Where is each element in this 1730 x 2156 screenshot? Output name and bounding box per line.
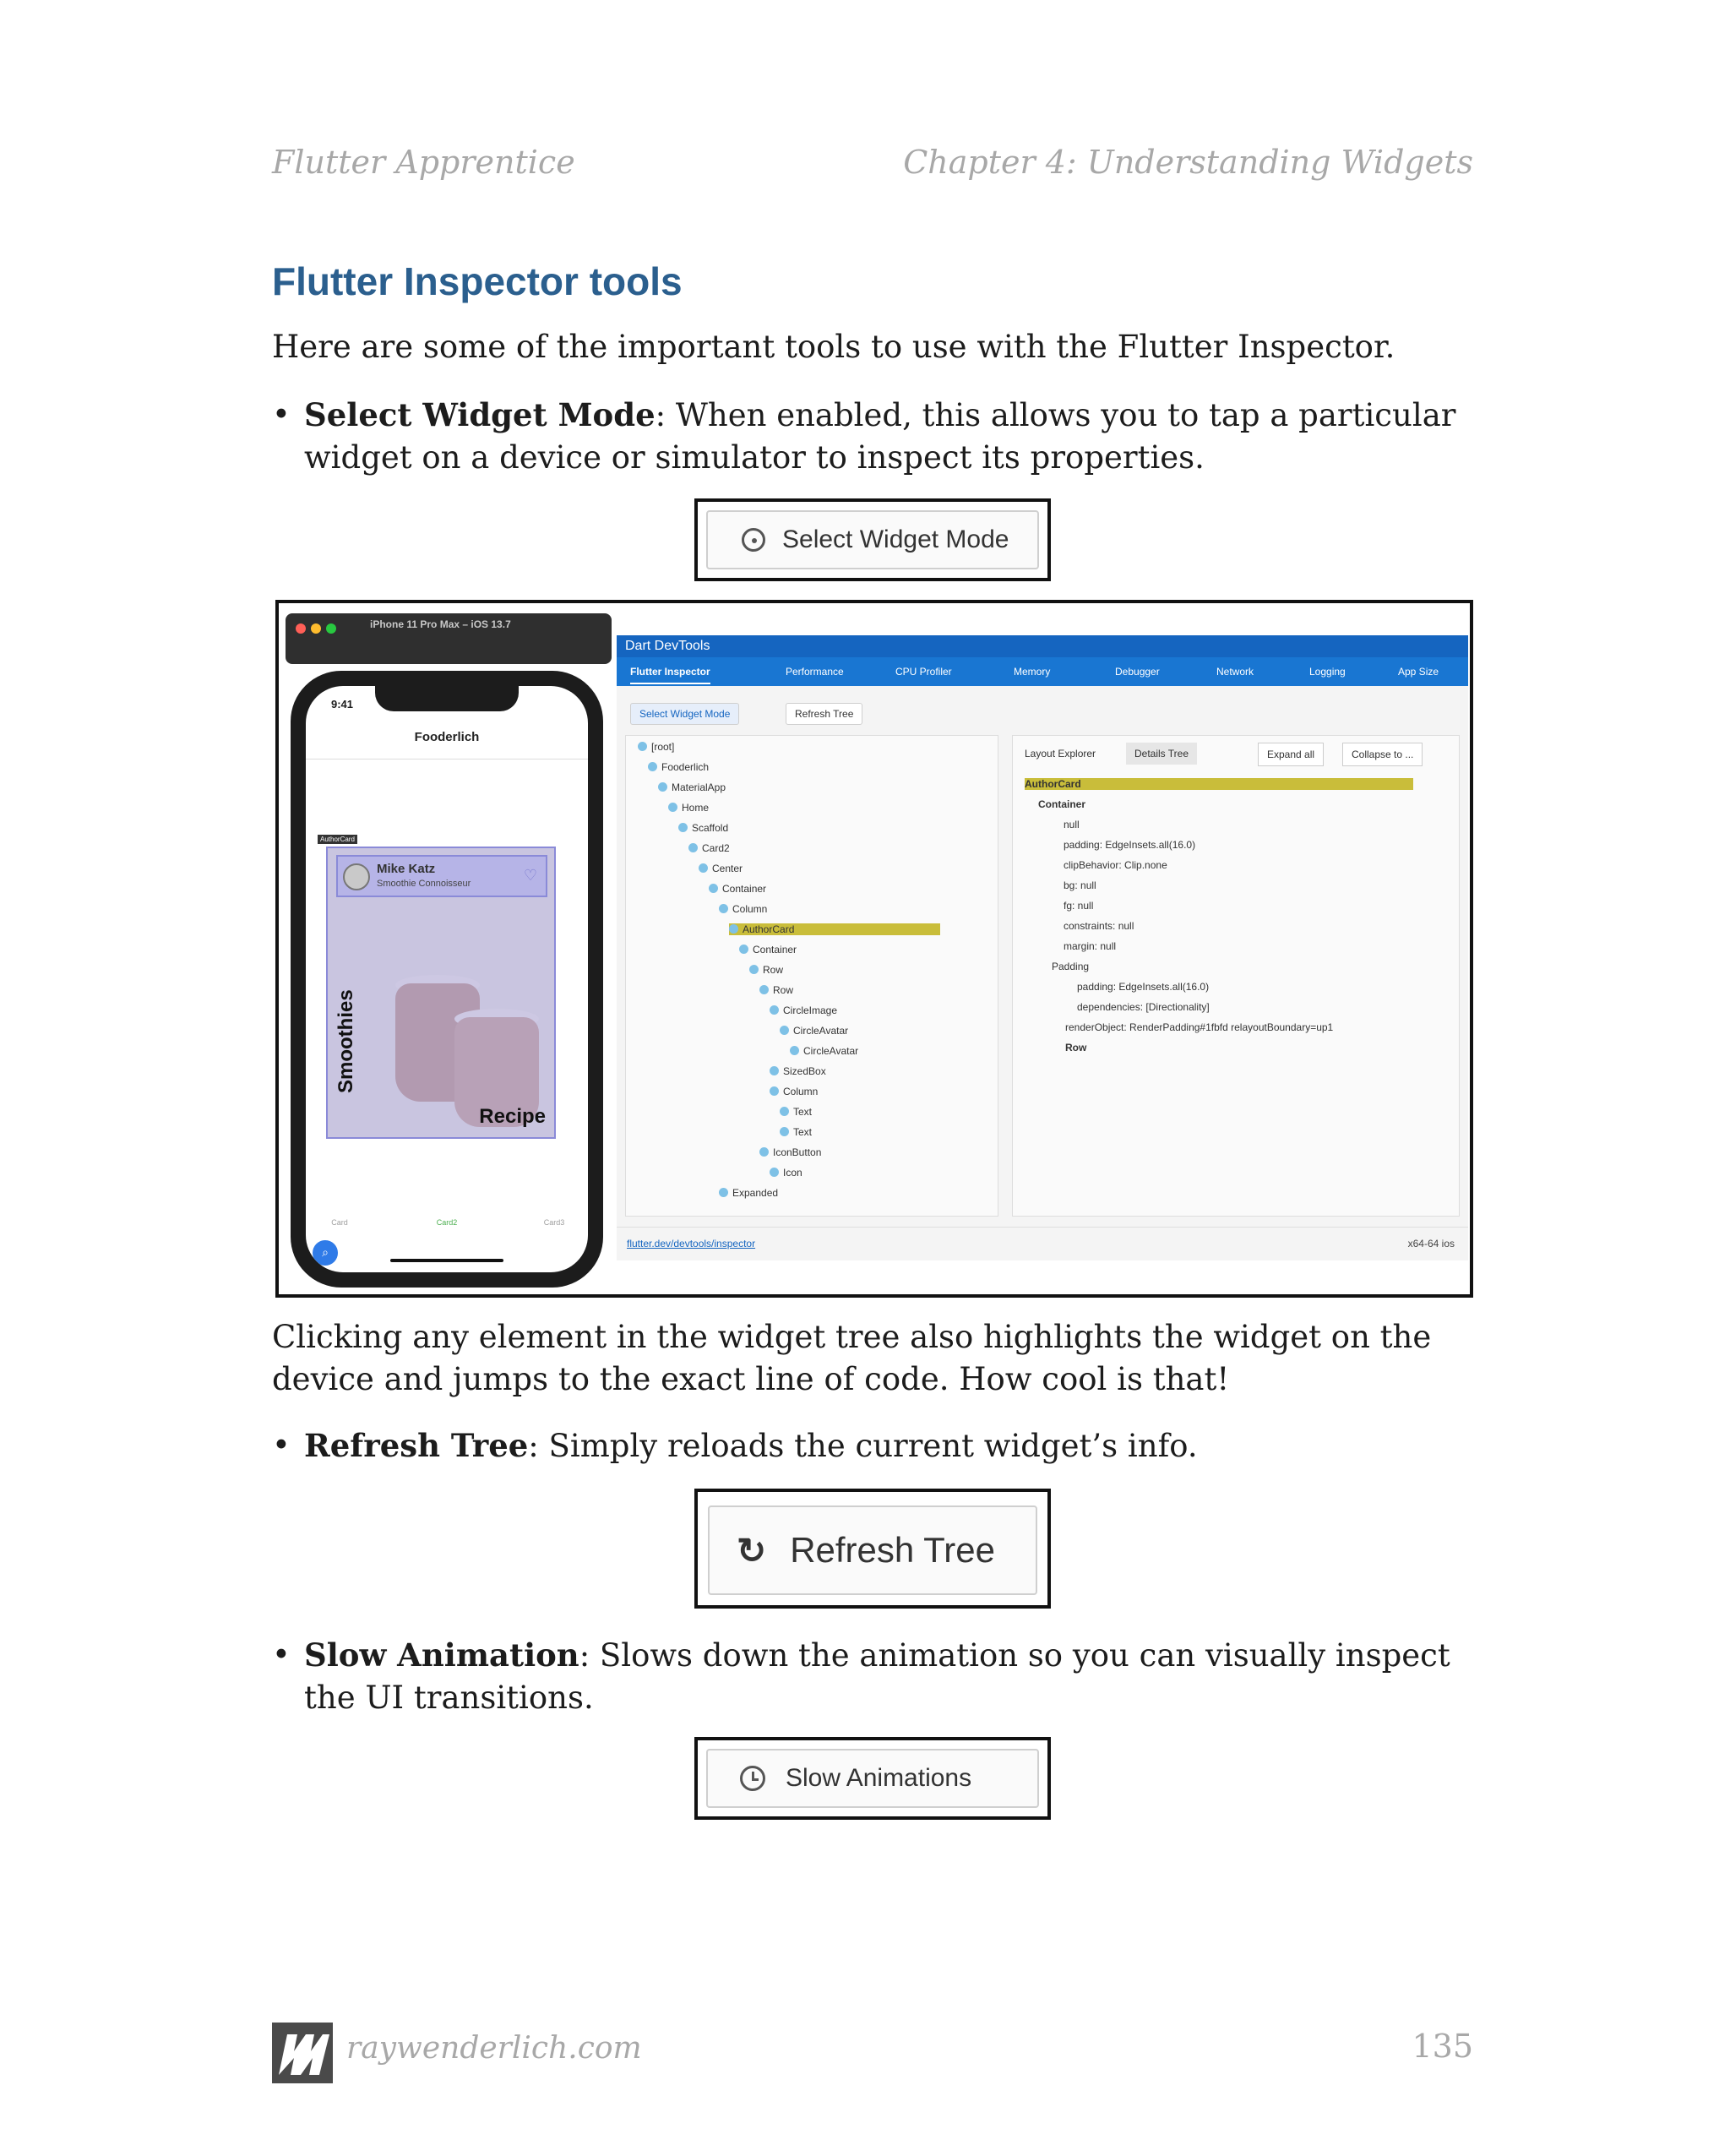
footer-site: raywenderlich.com [346,2031,642,2066]
author-name: Mike Katz [377,862,436,876]
bullet-select-widget-mode [272,394,1472,479]
tree-node: Row [759,984,793,996]
devtools-footer [617,1227,1468,1260]
clock-icon [740,1766,765,1791]
select-widget-mode-button-image [694,498,1051,581]
after-figure-paragraph: Clicking any element in the widget tree also highlights the widget on the device and jumps to the exact line of code. How cool is that! [272,1319,1432,1397]
chapter-title: Chapter 4: Understanding Widgets [903,144,1473,181]
tab-cpu-profiler: CPU Profiler [895,666,952,678]
tree-node: SizedBox [770,1065,826,1077]
tab-app-size: App Size [1398,666,1439,678]
slow-animations-button-image [694,1737,1051,1820]
author-card [336,855,547,897]
bullet-description: : When enabled, this allows you to tap a particular widget on a device or simulator to inspect its properties. [304,397,1456,476]
tree-node: Text [780,1126,812,1138]
intro-paragraph: Here are some of the important tools to use with the Flutter Inspector. [272,329,1395,365]
tree-node-selected: AuthorCard [729,923,940,935]
author-card-tag: AuthorCard [318,835,357,844]
tree-node: Container [739,944,797,956]
tree-node: Container [709,883,766,895]
simulator-title-bar [286,613,612,664]
tree-node: Icon [770,1167,802,1179]
slow-animations-label: Slow Animations [786,1764,972,1792]
book-title: Flutter Apprentice [272,144,575,181]
inspector-docs-link: flutter.dev/devtools/inspector [627,1238,756,1250]
details-node: padding: EdgeInsets.all(16.0) [1064,839,1196,851]
tree-node: MaterialApp [658,781,726,793]
tab-memory: Memory [1014,666,1051,678]
author-role: Smoothie Connoisseur [377,879,471,889]
refresh-tree-button [708,1505,1037,1595]
select-widget-mode-label: Select Widget Mode [782,525,1009,553]
details-node: padding: EdgeInsets.all(16.0) [1077,981,1210,993]
tree-node: CircleImage [770,1004,837,1016]
tab-debugger: Debugger [1115,666,1160,678]
tab-network: Network [1216,666,1254,678]
tab-logging: Logging [1309,666,1346,678]
devtools-tabs [617,657,1468,686]
details-node: null [1064,819,1080,830]
tab-performance: Performance [786,666,844,678]
tab-layout-explorer: Layout Explorer [1025,748,1096,760]
minimize-dot [311,623,321,634]
phone-frame [291,671,603,1288]
phone-time: 9:41 [331,698,354,710]
bullet-refresh-tree [272,1424,1472,1467]
home-indicator [390,1259,503,1262]
details-node: dependencies: [Directionality] [1077,1001,1210,1013]
tree-node: Row [749,964,783,976]
tab-card3: Card3 [543,1218,565,1227]
bullet-marker: • [272,1636,291,1673]
tree-node: Column [770,1086,818,1097]
collapse-to-button: Collapse to ... [1342,743,1423,766]
devtools-select-widget-mode: Select Widget Mode [630,703,739,725]
select-widget-mode-button [706,510,1039,569]
bullet-slow-animation [272,1634,1472,1719]
simulator-title: iPhone 11 Pro Max – iOS 13.7 [370,618,511,630]
expand-all-button: Expand all [1258,743,1324,766]
bullet-term: Select Widget Mode [304,396,656,433]
card-label: Recipe [479,1105,546,1128]
details-node-selected: AuthorCard [1025,778,1413,790]
details-node: clipBehavior: Clip.none [1064,859,1167,871]
tree-node: Column [719,903,767,915]
refresh-icon: ↻ [737,1530,767,1571]
tree-node: CircleAvatar [780,1025,848,1037]
dart-devtools [617,635,1468,1260]
slow-animations-button [706,1749,1039,1808]
bottom-nav [306,1218,588,1252]
tree-node: Scaffold [678,822,728,834]
refresh-tree-label: Refresh Tree [790,1530,995,1570]
platform-label: x64-64 ios [1407,1238,1455,1250]
section-title: Flutter Inspector tools [272,259,683,303]
bullet-description: : Simply reloads the current widget’s info. [528,1428,1198,1464]
tree-node: Home [668,802,709,814]
tree-node: Center [699,863,743,874]
tree-node: Text [780,1106,812,1118]
tree-node: [root] [638,741,674,753]
tab-details-tree: Details Tree [1126,743,1197,765]
bullet-description: : Slows down the animation so you can visually inspect the UI transitions. [304,1637,1450,1716]
devtools-title: Dart DevTools [617,635,1468,657]
crosshair-icon [742,528,765,552]
details-node: fg: null [1064,900,1094,912]
notch [375,686,519,711]
tab-card: Card [331,1218,348,1227]
search-icon: ⌕ [313,1240,338,1266]
tree-node: Card2 [688,842,730,854]
tree-node: Expanded [719,1187,778,1199]
details-node: renderObject: RenderPadding#1fbfd relayoutBoundary=up1 [1065,1021,1334,1033]
avatar [343,863,370,890]
phone-screen [306,686,588,1272]
details-node: margin: null [1064,940,1117,952]
tree-node: IconButton [759,1146,821,1158]
app-bar-divider [306,759,588,760]
tree-node: Fooderlich [648,761,709,773]
card-side-label: Smoothies [335,989,357,1093]
recipe-card [326,847,556,1139]
app-title: Fooderlich [414,730,480,744]
details-node: bg: null [1064,879,1096,891]
details-tree [1012,735,1460,1217]
raywenderlich-logo [272,2023,333,2083]
bullet-term: Refresh Tree [304,1427,529,1464]
close-dot [296,623,306,634]
details-node: Padding [1052,961,1090,972]
bullet-marker: • [272,1427,291,1463]
refresh-tree-button-image [694,1489,1051,1609]
devtools-refresh-tree: Refresh Tree [786,703,862,725]
widget-tree [625,735,998,1217]
tree-node: CircleAvatar [790,1045,858,1057]
bullet-marker: • [272,396,291,433]
devtools-screenshot [275,600,1473,1298]
page-number: 135 [1412,2028,1473,2065]
heart-icon: ♡ [523,867,537,885]
zoom-dot [326,623,336,634]
details-node: Row [1065,1042,1087,1054]
tab-card2: Card2 [436,1218,458,1227]
details-node: constraints: null [1064,920,1134,932]
tab-flutter-inspector: Flutter Inspector [630,666,710,684]
bullet-term: Slow Animation [304,1636,579,1674]
details-node: Container [1038,798,1086,810]
